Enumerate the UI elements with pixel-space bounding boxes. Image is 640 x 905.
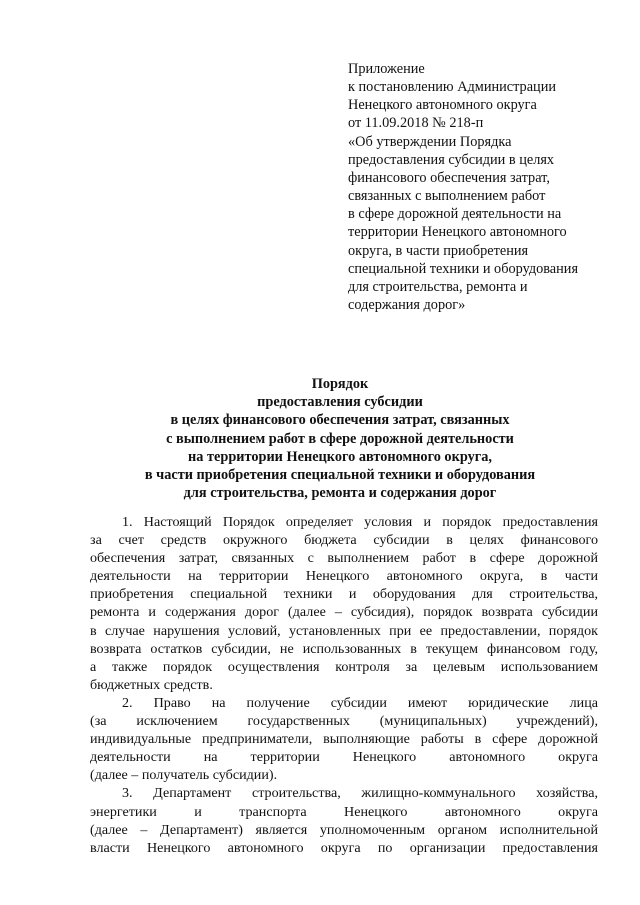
paragraph-2-line: деятельности на территории Ненецкого автономного округа (90, 749, 598, 766)
appendix-line: округа, в части приобретения (348, 242, 529, 259)
appendix-line: специальной техники и оборудования (348, 260, 579, 277)
paragraph-2-line: индивидуальные предприниматели, выполняющие работы в сфере дорожной (90, 731, 598, 748)
appendix-line: «Об утверждении Порядка (348, 133, 512, 150)
appendix-line: финансового обеспечения затрат, (348, 169, 550, 186)
title-line: Порядок (311, 376, 369, 392)
paragraph-3-line: власти Ненецкого автономного округа по организации предоставления (90, 839, 598, 856)
title-line: на территории Ненецкого автономного округа, (188, 448, 492, 465)
appendix-line: связанных с выполнением работ (348, 188, 546, 205)
document-body (90, 513, 598, 857)
paragraph-1-line: приобретения специальной техники и оборудования для строительства, (90, 586, 598, 603)
paragraph-3-line: (далее – Департамент) является уполномоченным органом исполнительной (90, 821, 598, 838)
paragraph-1-line: в случае нарушения условий, установленных при ее предоставлении, порядок (90, 622, 598, 639)
appendix-line: от 11.09.2018 № 218-п (348, 115, 484, 132)
paragraph-3-line: энергетики и транспорта Ненецкого автономного округа (90, 803, 598, 820)
appendix-line: к постановлению Администрации (348, 79, 557, 96)
appendix-line: территории Ненецкого автономного (348, 224, 567, 241)
appendix-line: содержания дорог» (348, 297, 466, 314)
title-line: предоставления субсидии (257, 394, 423, 411)
paragraph-2-line: 2. Право на получение субсидии имеют юридические лица (122, 694, 598, 711)
paragraph-1-line: ремонта и содержания дорог (далее – субсидия), порядок возврата субсидии (90, 604, 598, 621)
appendix-line: для строительства, ремонта и (348, 278, 528, 295)
paragraph-1-line: возврата остатков субсидии, не использованных в текущем финансовом году, (90, 640, 598, 657)
paragraph-3-line: 3. Департамент строительства, жилищно-коммунального хозяйства, (122, 785, 598, 802)
paragraph-1-line: а также порядок осуществления контроля за целевым использованием (90, 658, 598, 675)
paragraph-1-line: обеспечения затрат, связанных с выполнением работ в сфере дорожной (90, 550, 598, 567)
paragraph-1-line: 1. Настоящий Порядок определяет условия и порядок предоставления (122, 514, 598, 530)
appendix-line: Ненецкого автономного округа (348, 97, 537, 114)
paragraph-1-line: деятельности на территории Ненецкого автономного округа, в части (90, 568, 598, 585)
title-line: в целях финансового обеспечения затрат, связанных (170, 412, 510, 429)
appendix-line: предоставления субсидии в целях (348, 151, 555, 168)
paragraph-1-line: за счет средств окружного бюджета субсидии в целях финансового (90, 532, 598, 549)
appendix-line: в сфере дорожной деятельности на (348, 206, 562, 223)
appendix-line: Приложение (348, 61, 425, 77)
title-line: с выполнением работ в сфере дорожной деятельности (166, 430, 514, 447)
paragraph-1-line: бюджетных средств. (90, 676, 213, 693)
document-title (80, 375, 600, 502)
title-line: в части приобретения специальной техники и оборудования (144, 467, 536, 484)
appendix-block (348, 60, 628, 314)
title-line: для строительства, ремонта и содержания дорог (183, 485, 497, 502)
paragraph-2-line: (за исключением государственных (муниципальных) учреждений), (90, 713, 598, 730)
paragraph-2-line: (далее – получатель субсидии). (90, 767, 278, 784)
